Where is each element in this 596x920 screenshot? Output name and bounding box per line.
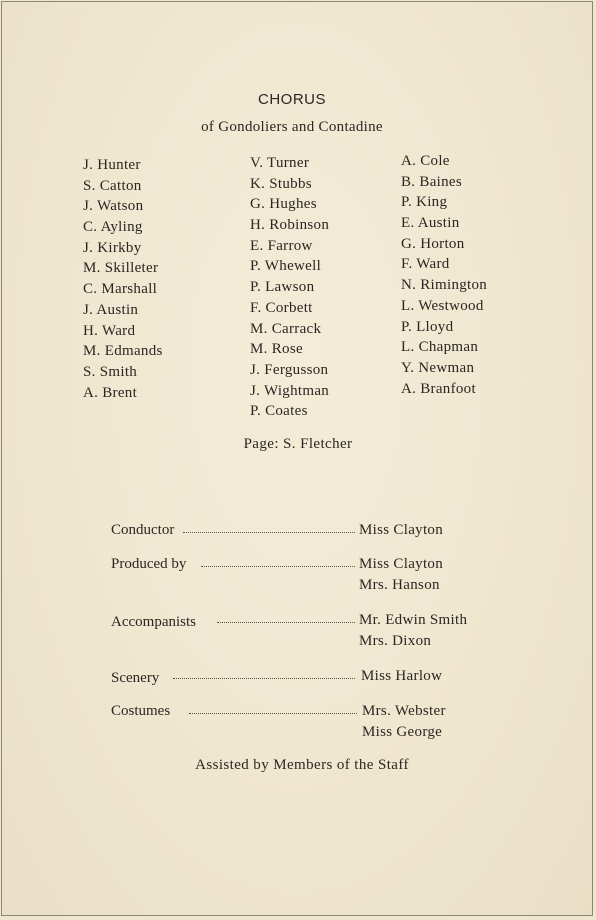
chorus-member: S. Smith (83, 363, 138, 380)
dotted-leader (217, 622, 355, 623)
chorus-member: J. Austin (83, 301, 139, 318)
chorus-column-3 (401, 151, 487, 399)
programme-page (1, 1, 593, 916)
dotted-leader (189, 713, 357, 714)
credit-name: Mrs. Webster (362, 703, 446, 719)
chorus-member: A. Branfoot (401, 380, 476, 397)
chorus-member: F. Corbett (250, 299, 313, 316)
dotted-leader (173, 678, 355, 679)
chorus-member: B. Baines (401, 173, 463, 190)
chorus-column-1 (83, 155, 163, 403)
chorus-member: G. Hughes (250, 196, 317, 213)
chorus-member: N. Rimington (401, 277, 488, 294)
chorus-member: H. Ward (83, 322, 136, 339)
chorus-member: M. Skilleter (83, 260, 159, 277)
credit-names (359, 520, 443, 541)
credit-names (362, 701, 446, 743)
chorus-member: J. Watson (83, 198, 144, 215)
chorus-member: Y. Newman (401, 359, 475, 376)
chorus-member: P. Coates (250, 403, 308, 420)
credit-role: Produced by (111, 556, 187, 572)
chorus-member: V. Turner (250, 155, 310, 171)
chorus-member: J. Hunter (83, 157, 141, 173)
credit-names (359, 610, 467, 652)
chorus-member: L. Chapman (401, 339, 479, 356)
chorus-member: A. Cole (401, 153, 450, 169)
credit-name: Miss Clayton (359, 522, 444, 538)
dotted-leader (201, 566, 355, 567)
credit-name: Miss Harlow (361, 668, 443, 684)
chorus-member: K. Stubbs (250, 175, 312, 192)
chorus-heading: CHORUS (257, 91, 326, 108)
chorus-member: J. Kirkby (83, 239, 142, 256)
chorus-member: P. Whewell (250, 258, 322, 275)
chorus-member: A. Brent (83, 384, 138, 401)
credit-names (361, 666, 442, 687)
credit-role: Conductor (111, 522, 175, 538)
credit-role: Accompanists (111, 614, 196, 630)
chorus-subheading: of Gondoliers and Contadine (201, 119, 383, 135)
chorus-member: C. Ayling (83, 219, 143, 236)
page-credit: Page: S. Fletcher (243, 436, 353, 452)
chorus-member: M. Rose (250, 341, 303, 358)
chorus-member: M. Edmands (83, 343, 163, 360)
credit-name: Miss Clayton (359, 556, 444, 572)
chorus-member: E. Austin (401, 215, 460, 232)
credit-names (359, 554, 443, 596)
chorus-member: J. Fergusson (250, 361, 329, 378)
credit-role: Scenery (111, 670, 160, 686)
chorus-member: F. Ward (401, 256, 450, 273)
chorus-member: H. Robinson (250, 217, 330, 234)
chorus-member: P. King (401, 194, 448, 211)
chorus-member: P. Lloyd (401, 318, 454, 335)
chorus-member: E. Farrow (250, 237, 313, 254)
dotted-leader (183, 532, 355, 533)
credit-name: Mr. Edwin Smith (359, 612, 468, 628)
chorus-member: G. Horton (401, 235, 465, 252)
chorus-member: J. Wightman (250, 382, 330, 399)
chorus-column-2 (250, 153, 329, 422)
credit-name: Mrs. Dixon (359, 633, 432, 649)
credit-name: Miss George (362, 724, 443, 740)
credit-role: Costumes (111, 703, 171, 719)
footer-note: Assisted by Members of the Staff (195, 757, 409, 773)
chorus-member: L. Westwood (401, 297, 484, 314)
credit-name: Mrs. Hanson (359, 577, 440, 593)
chorus-member: S. Catton (83, 177, 142, 194)
chorus-member: M. Carrack (250, 320, 322, 337)
chorus-member: P. Lawson (250, 279, 315, 296)
chorus-member: C. Marshall (83, 281, 158, 298)
